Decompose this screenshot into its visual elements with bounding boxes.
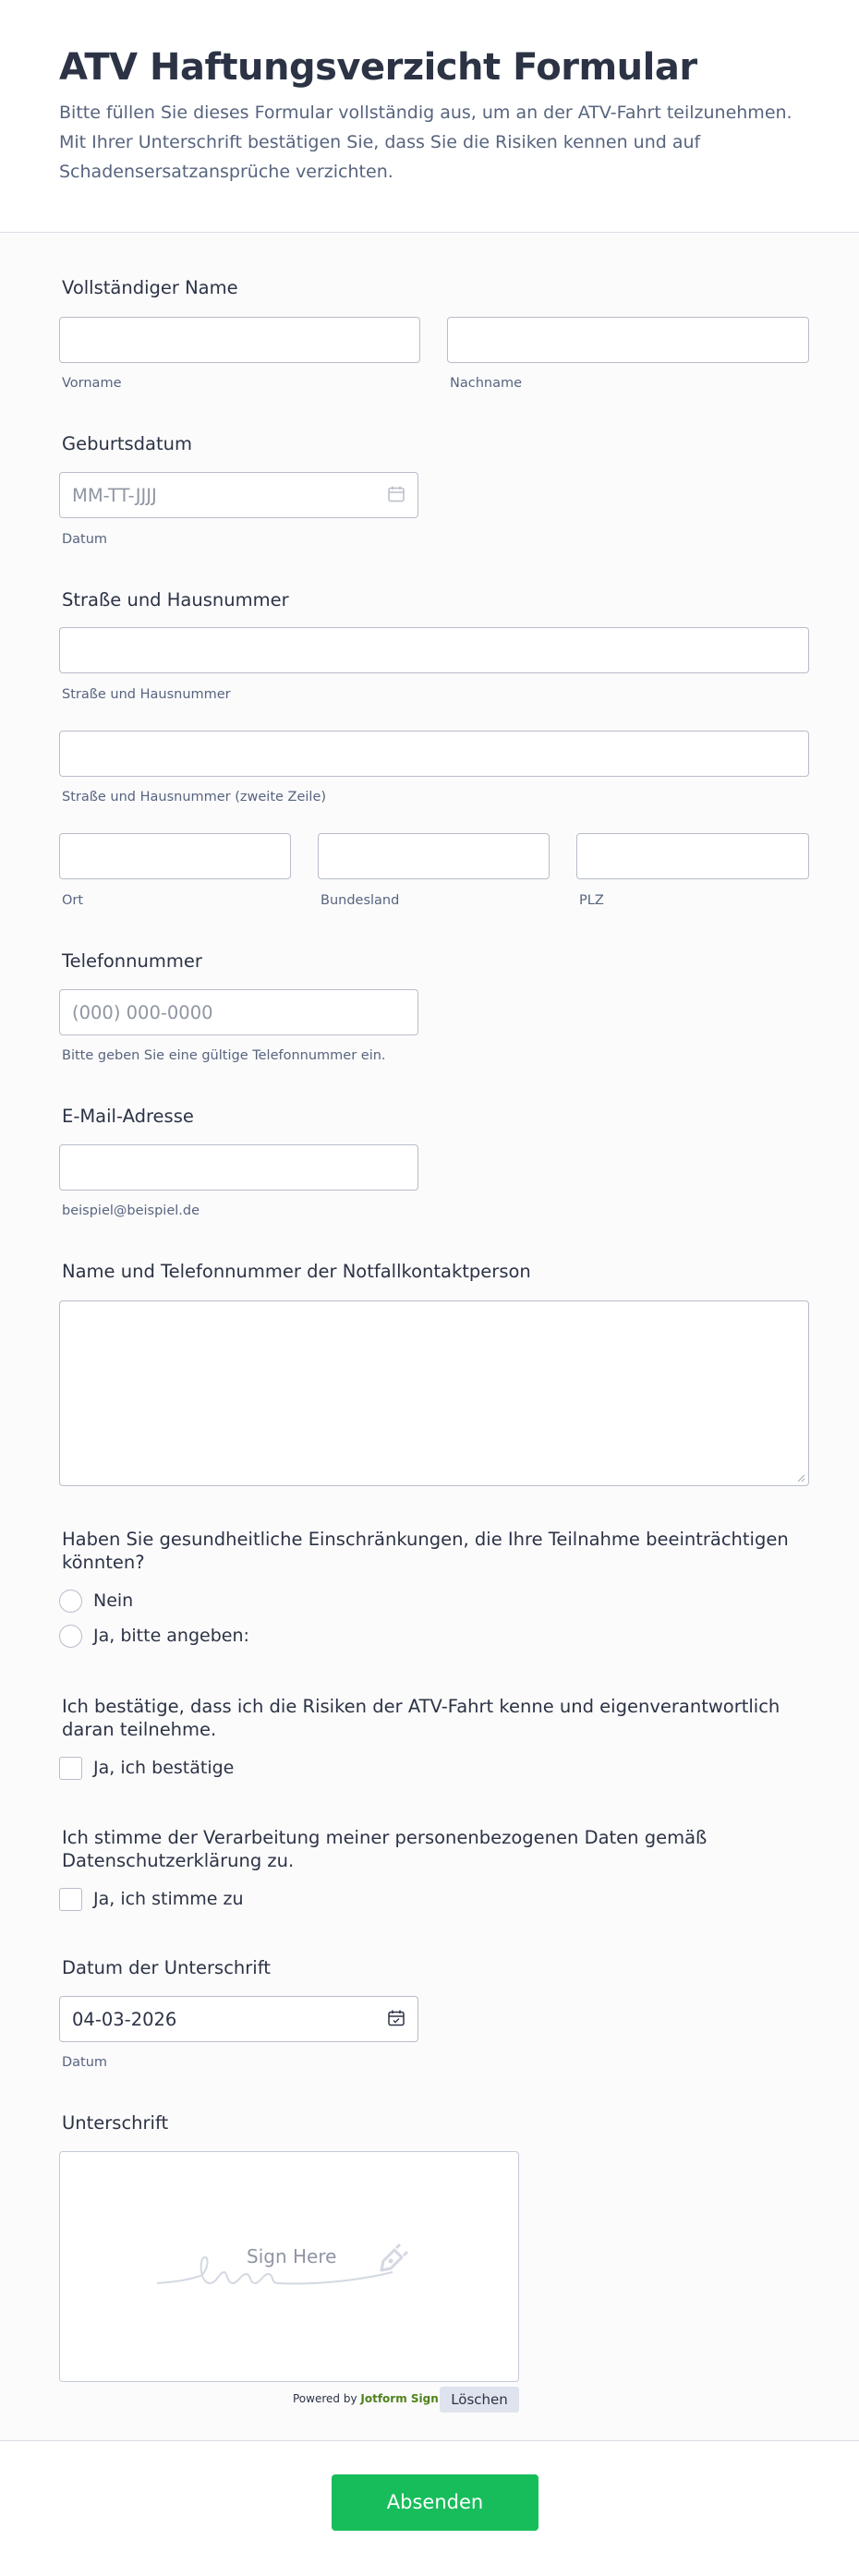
state-sublabel: Bundesland — [321, 893, 400, 908]
risk-checkbox[interactable] — [59, 1757, 82, 1780]
health-option-nein[interactable]: Nein — [93, 1590, 134, 1611]
submit-button[interactable]: Absenden — [332, 2474, 538, 2531]
health-radio-ja[interactable] — [59, 1625, 82, 1648]
first-name-input[interactable] — [59, 317, 420, 363]
sign-date-label: Datum der Unterschrift — [62, 1957, 271, 1978]
zip-sublabel: PLZ — [579, 893, 604, 908]
health-radio-nein[interactable] — [59, 1590, 82, 1613]
city-sublabel: Ort — [62, 893, 84, 908]
health-label: Haben Sie gesundheitliche Einschränkungen, die Ihre Teilnahme beeinträchtigen könnten? — [62, 1529, 789, 1573]
email-input[interactable] — [59, 1144, 418, 1191]
form-description: Bitte füllen Sie dieses Formular vollständig aus, um an der ATV-Fahrt teilzunehmen. Mit Ihrer Unterschrift bestätigen Sie, dass Sie die Risiken kennen und auf Schadensersatzansprüche verzichten. — [59, 103, 792, 182]
signature-placeholder-text: Sign Here — [247, 2245, 337, 2268]
risk-option[interactable]: Ja, ich bestätige — [93, 1758, 235, 1778]
sign-date-value: 04-03-2026 — [72, 2009, 177, 2030]
email-label: E-Mail-Adresse — [62, 1106, 194, 1127]
resize-grip-icon[interactable] — [796, 1473, 805, 1482]
sign-date-input[interactable] — [59, 1996, 418, 2042]
signature-pen-icon — [378, 2241, 409, 2272]
address-label: Straße und Hausnummer — [62, 589, 289, 611]
sign-date-sublabel: Datum — [62, 2055, 108, 2070]
privacy-checkbox[interactable] — [59, 1888, 82, 1911]
calendar-icon[interactable] — [387, 485, 405, 503]
phone-input[interactable] — [59, 989, 418, 1035]
city-input[interactable] — [59, 833, 291, 879]
birthdate-input[interactable] — [59, 472, 418, 518]
emergency-contact-label: Name und Telefonnummer der Notfallkontaktperson — [62, 1261, 531, 1282]
privacy-label: Ich stimme der Verarbeitung meiner personenbezogenen Daten gemäß Datenschutzerklärung zu. — [62, 1827, 708, 1871]
form-footer — [0, 2440, 859, 2576]
emergency-contact-textarea[interactable] — [59, 1300, 809, 1486]
signature-label: Unterschrift — [62, 2112, 169, 2134]
birthdate-sublabel: Datum — [62, 532, 108, 547]
state-input[interactable] — [318, 833, 550, 879]
last-name-input[interactable] — [447, 317, 809, 363]
jotform-sign-brand[interactable]: Jotform Sign — [360, 2392, 439, 2405]
zip-input[interactable] — [576, 833, 809, 879]
street-line1-input[interactable] — [59, 627, 809, 673]
health-option-ja[interactable]: Ja, bitte angeben: — [93, 1626, 249, 1646]
powered-by-text — [293, 2392, 439, 2405]
calendar-icon[interactable] — [387, 2009, 405, 2027]
risk-label: Ich bestätige, dass ich die Risiken der ATV-Fahrt kenne und eigenverantwortlich daran teilnehme. — [62, 1696, 780, 1740]
street-line2-input[interactable] — [59, 731, 809, 777]
birthdate-placeholder: MM-TT-JJJJ — [72, 485, 157, 506]
form-header — [0, 0, 859, 233]
full-name-label: Vollständiger Name — [62, 277, 238, 298]
phone-placeholder: (000) 000-0000 — [72, 1002, 213, 1023]
street-line1-sublabel: Straße und Hausnummer — [62, 687, 231, 702]
powered-by-prefix: Powered by — [293, 2392, 361, 2405]
first-name-sublabel: Vorname — [62, 376, 122, 391]
birthdate-label: Geburtsdatum — [62, 433, 192, 454]
form-title: ATV Haftungsverzicht Formular — [59, 46, 697, 89]
street-line2-sublabel: Straße und Hausnummer (zweite Zeile) — [62, 790, 327, 804]
privacy-option[interactable]: Ja, ich stimme zu — [93, 1889, 244, 1909]
last-name-sublabel: Nachname — [450, 376, 523, 391]
clear-signature-button[interactable]: Löschen — [440, 2387, 519, 2413]
phone-sublabel: Bitte geben Sie eine gültige Telefonnummer ein. — [62, 1048, 386, 1063]
signature-pad[interactable] — [59, 2151, 519, 2382]
phone-label: Telefonnummer — [62, 950, 202, 972]
email-sublabel: beispiel@beispiel.de — [62, 1203, 200, 1218]
